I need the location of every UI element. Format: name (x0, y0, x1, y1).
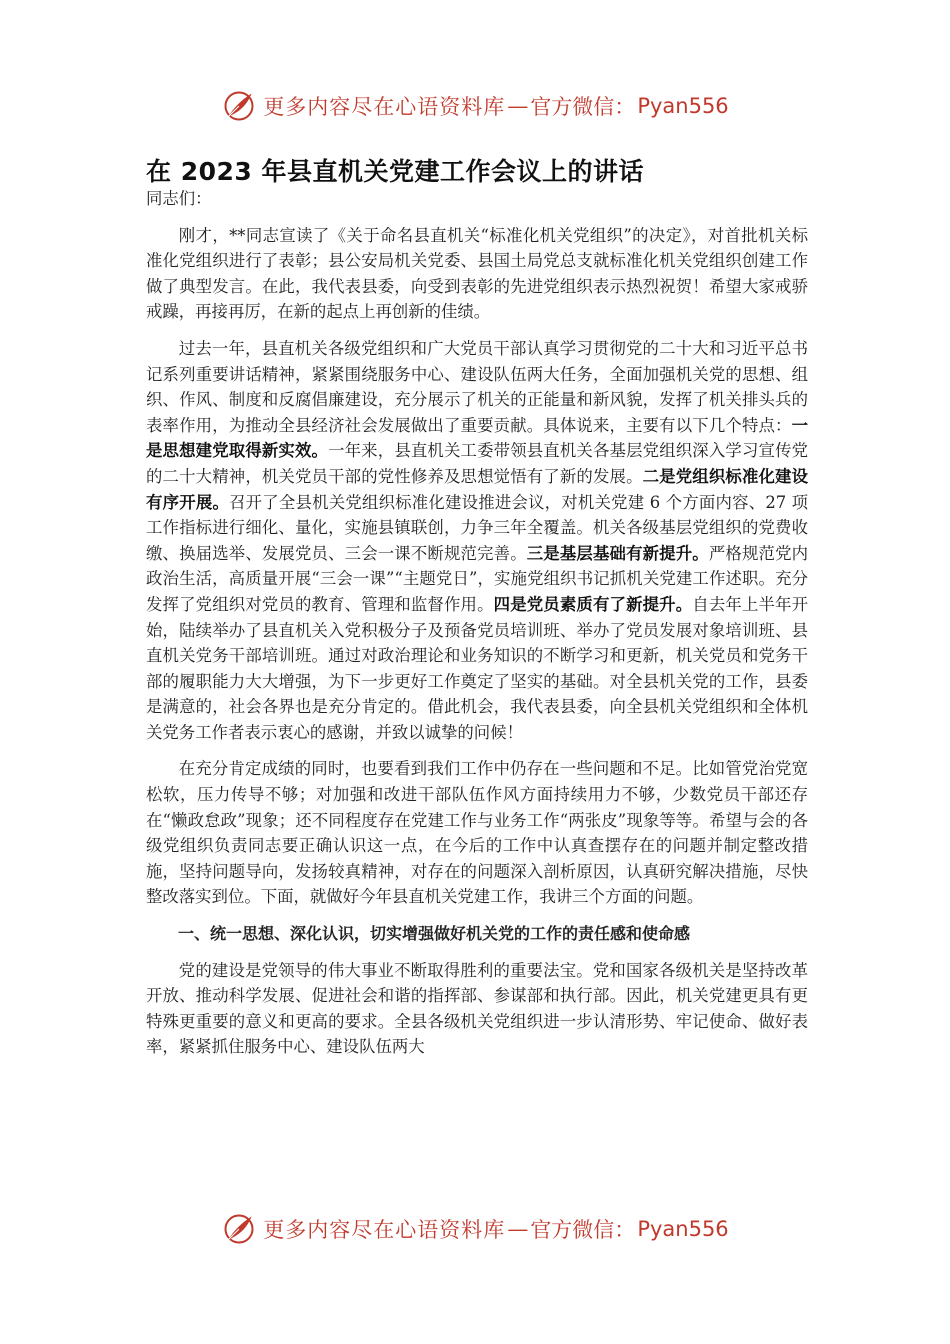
watermark-wechat-label: 官方微信： (530, 1218, 636, 1242)
watermark-banner-bottom (0, 1209, 950, 1249)
paragraph-2 (146, 336, 808, 746)
highlight-point-2: 二是党组织标准化建设有序开展。 (146, 466, 809, 512)
watermark-wechat-id: Pyan556 (637, 1217, 729, 1241)
paragraph-3: 在充分肯定成绩的同时，也要看到我们工作中仍存在一些问题和不足。比如管党治党宽松软，压力传导不够；对加强和改进干部队伍作风方面持续用力不够，少数党员干部还存在“懒政怠政”现象；还不同程度存在党建工作与业务工作“两张皮”现象等等。希望与会的各级党组织负责同志要正确认识这一点，在今后的工作中认真查摆存在的问题并制定整改措施，坚持问题导向，发扬较真精神，对存在的问题深入剖析原因，认真研究解决措施，尽快整改落实到位。下面，就做好今年县直机关党建工作，我讲三个方面的问题。 (146, 759, 808, 907)
watermark-text: 更多内容尽在心语资料库 (263, 1218, 506, 1242)
watermark-dash: — (507, 94, 529, 118)
document-body (146, 182, 808, 1060)
quill-logo-icon (221, 88, 257, 124)
paragraph-2-point-1: 一年来，县直机关工委带领县直机关各基层党组织深入学习宣传党的二十大精神，机关党员干部的党性修养及思想觉悟有了新的发展。 (146, 441, 809, 486)
paragraph-2-point-3: 严格规范党内政治生活，高质量开展“三会一课”“主题党日”，实施党组织书记抓机关党建工作述职。充分发挥了党组织对党员的教育、管理和监督作用。 (146, 543, 809, 614)
paragraph-1: 刚才，**同志宣读了《关于命名县直机关“标准化机关党组织”的决定》，对首批机关标准化党组织进行了表彰；县公安局机关党委、县国土局党总支就标准化机关党组织创建工作做了典型发言。在此，我代表县委，向受到表彰的先进党组织表示热烈祝贺！希望大家戒骄戒躁，再接再厉，在新的起点上再创新的佳绩。 (146, 225, 808, 322)
watermark-banner-top (0, 86, 950, 126)
section-1-heading: 一、统一思想、深化认识，切实增强做好机关党的工作的责任感和使命感 (178, 924, 691, 944)
watermark-wechat-label: 官方微信： (530, 95, 636, 119)
watermark-wechat-id: Pyan556 (637, 94, 729, 118)
watermark-text: 更多内容尽在心语资料库 (263, 95, 506, 119)
quill-logo-icon (221, 1211, 257, 1247)
salutation: 同志们： (146, 189, 212, 208)
paragraph-2-point-2: 召开了全县机关党组织标准化建设推进会议，对机关党建 6 个方面内容、27 项工作指标进行细化、量化，实施县镇联创，力争三年全覆盖。机关各级基层党组织的党费收缴、换届选举、发展党员、三会一课不断规范完善。 (146, 492, 808, 563)
page-title: 在 2023 年县直机关党建工作会议上的讲话 (146, 157, 644, 186)
highlight-point-4: 四是党员素质有了新提升。 (493, 594, 693, 614)
highlight-point-1: 一是思想建党取得新实效。 (146, 415, 808, 461)
watermark-dash: — (507, 1217, 529, 1241)
paragraph-2-intro: 过去一年，县直机关各级党组织和广大党员干部认真学习贯彻党的二十大和习近平总书记系列重要讲话精神，紧紧围绕服务中心、建设队伍两大任务，全面加强机关党的思想、组织、作风、制度和反腐倡廉建设，充分展示了机关的正能量和新风貌，发挥了机关排头兵的表率作用，为推动全县经济社会发展做出了重要贡献。具体说来，主要有以下几个特点： (146, 338, 808, 435)
paragraph-4: 党的建设是党领导的伟大事业不断取得胜利的重要法宝。党和国家各级机关是坚持改革开放、推动科学发展、促进社会和谐的指挥部、参谋部和执行部。因此，机关党建更具有更特殊更重要的意义和更高的要求。全县各级机关党组织进一步认清形势、牢记使命、做好表率，紧紧抓住服务中心、建设队伍两大 (146, 960, 808, 1057)
highlight-point-3: 三是基层基础有新提升。 (526, 543, 709, 563)
paragraph-2-point-4: 自去年上半年开始，陆续举办了县直机关入党积极分子及预备党员培训班、举办了党员发展对象培训班、县直机关党务干部培训班。通过对政治理论和业务知识的不断学习和更新，机关党员和党务干部的履职能力大大增强，为下一步更好工作奠定了坚实的基础。对全县机关党的工作，县委是满意的，社会各界也是充分肯定的。借此机会，我代表县委，向全县机关党组织和全体机关党务工作者表示衷心的感谢，并致以诚挚的问候！ (146, 594, 809, 742)
